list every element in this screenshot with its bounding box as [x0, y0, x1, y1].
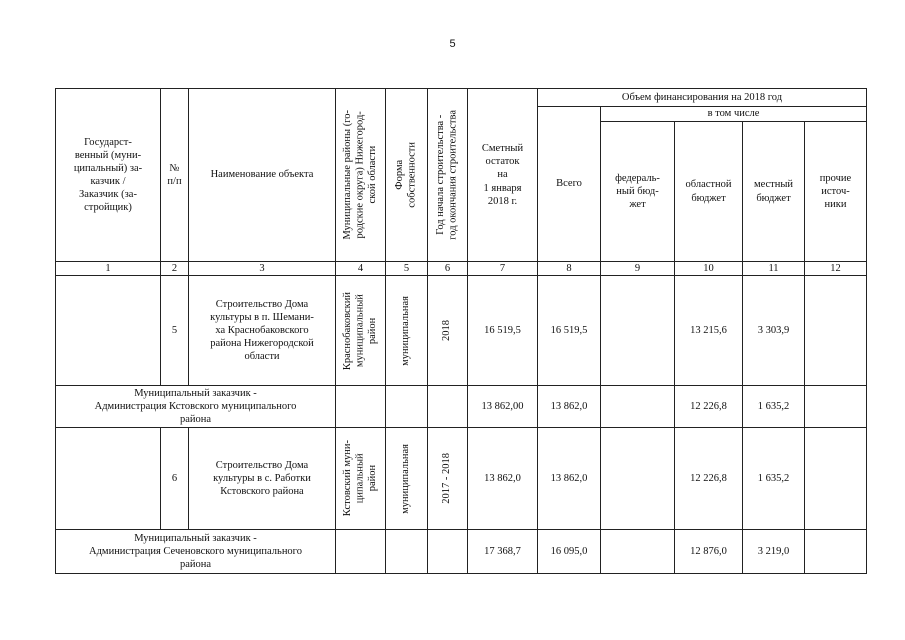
customer-row: [56, 530, 867, 574]
column-number-row: [56, 262, 867, 276]
total-value: 16 095,0: [538, 530, 601, 574]
local-value: 3 303,9: [743, 276, 805, 386]
row-no: 6: [161, 428, 189, 530]
column-number: 7: [468, 262, 538, 276]
column-number: 8: [538, 262, 601, 276]
regional-value: 12 876,0: [675, 530, 743, 574]
years-cell: [428, 276, 468, 386]
header-estimate: Сметный остаток на 1 января 2018 г.: [468, 89, 538, 262]
customer-cell: [56, 428, 161, 530]
district-cell: [336, 276, 386, 386]
federal-value: [601, 386, 675, 428]
district-text: Кстовский муни- ципальный район: [341, 440, 378, 517]
column-number: 10: [675, 262, 743, 276]
column-number: 6: [428, 262, 468, 276]
district-cell: [336, 530, 386, 574]
header-district-text: Муниципальные районы (го- родские округа) Нижегород- ской области: [341, 110, 378, 240]
header-federal: федераль- ный бюд- жет: [601, 122, 675, 262]
district-cell: [336, 428, 386, 530]
header-no: № п/п: [161, 89, 189, 262]
column-number: 3: [189, 262, 336, 276]
header-regional: областной бюджет: [675, 122, 743, 262]
header-total: Всего: [538, 107, 601, 262]
column-number: 12: [805, 262, 867, 276]
ownership-text: муниципальная: [400, 295, 412, 366]
table-row: [56, 276, 867, 386]
total-value: 13 862,0: [538, 428, 601, 530]
column-number: 1: [56, 262, 161, 276]
column-number: 11: [743, 262, 805, 276]
district-text: Краснобаковский муниципальный район: [341, 291, 378, 370]
regional-value: 13 215,6: [675, 276, 743, 386]
federal-value: [601, 276, 675, 386]
local-value: 1 635,2: [743, 386, 805, 428]
column-number: 4: [336, 262, 386, 276]
object-name: Строительство Дома культуры в п. Шемани- ха Краснобаковского района Нижегородской области: [189, 276, 336, 386]
header-years: [428, 89, 468, 262]
years-cell: [428, 428, 468, 530]
federal-value: [601, 428, 675, 530]
other-value: [805, 276, 867, 386]
ownership-cell: [386, 386, 428, 428]
ownership-text: муниципальная: [400, 443, 412, 514]
header-other: прочие источ- ники: [805, 122, 867, 262]
customer-row: [56, 386, 867, 428]
header-customer: Государст- венный (муни- ципальный) за- казчик / Заказчик (за- стройщик): [56, 89, 161, 262]
header-ownership-text: Форма собственности: [393, 142, 418, 208]
header-district: [336, 89, 386, 262]
regional-value: 12 226,8: [675, 386, 743, 428]
ownership-cell: [386, 276, 428, 386]
total-value: 16 519,5: [538, 276, 601, 386]
local-value: 3 219,0: [743, 530, 805, 574]
customer-cell: [56, 276, 161, 386]
header-local: местный бюджет: [743, 122, 805, 262]
federal-value: [601, 530, 675, 574]
other-value: [805, 386, 867, 428]
years-text: 2017 - 2018: [441, 453, 453, 504]
estimate-value: 17 368,7: [468, 530, 538, 574]
local-value: 1 635,2: [743, 428, 805, 530]
years-text: 2018: [441, 320, 453, 342]
object-name: Строительство Дома культуры в с. Работки Кстовского района: [189, 428, 336, 530]
estimate-value: 13 862,00: [468, 386, 538, 428]
row-no: 5: [161, 276, 189, 386]
estimate-value: 13 862,0: [468, 428, 538, 530]
regional-value: 12 226,8: [675, 428, 743, 530]
years-cell: [428, 530, 468, 574]
header-funding: Объем финансирования на 2018 год: [538, 89, 867, 107]
financing-table: [55, 88, 867, 574]
other-value: [805, 530, 867, 574]
ownership-cell: [386, 530, 428, 574]
page-number: 5: [449, 38, 456, 50]
district-cell: [336, 386, 386, 428]
column-number: 9: [601, 262, 675, 276]
other-value: [805, 428, 867, 530]
header-object: Наименование объекта: [189, 89, 336, 262]
years-cell: [428, 386, 468, 428]
header-years-text: Год начала строительства - год окончания строительства: [434, 110, 459, 240]
total-value: 13 862,0: [538, 386, 601, 428]
customer-name: Муниципальный заказчик - Администрация Кстовского муниципального района: [56, 386, 336, 428]
column-number: 5: [386, 262, 428, 276]
header-ownership: [386, 89, 428, 262]
estimate-value: 16 519,5: [468, 276, 538, 386]
ownership-cell: [386, 428, 428, 530]
header-including: в том числе: [601, 107, 867, 122]
customer-name: Муниципальный заказчик - Администрация Сеченовского муниципального района: [56, 530, 336, 574]
table-row: [56, 428, 867, 530]
column-number: 2: [161, 262, 189, 276]
